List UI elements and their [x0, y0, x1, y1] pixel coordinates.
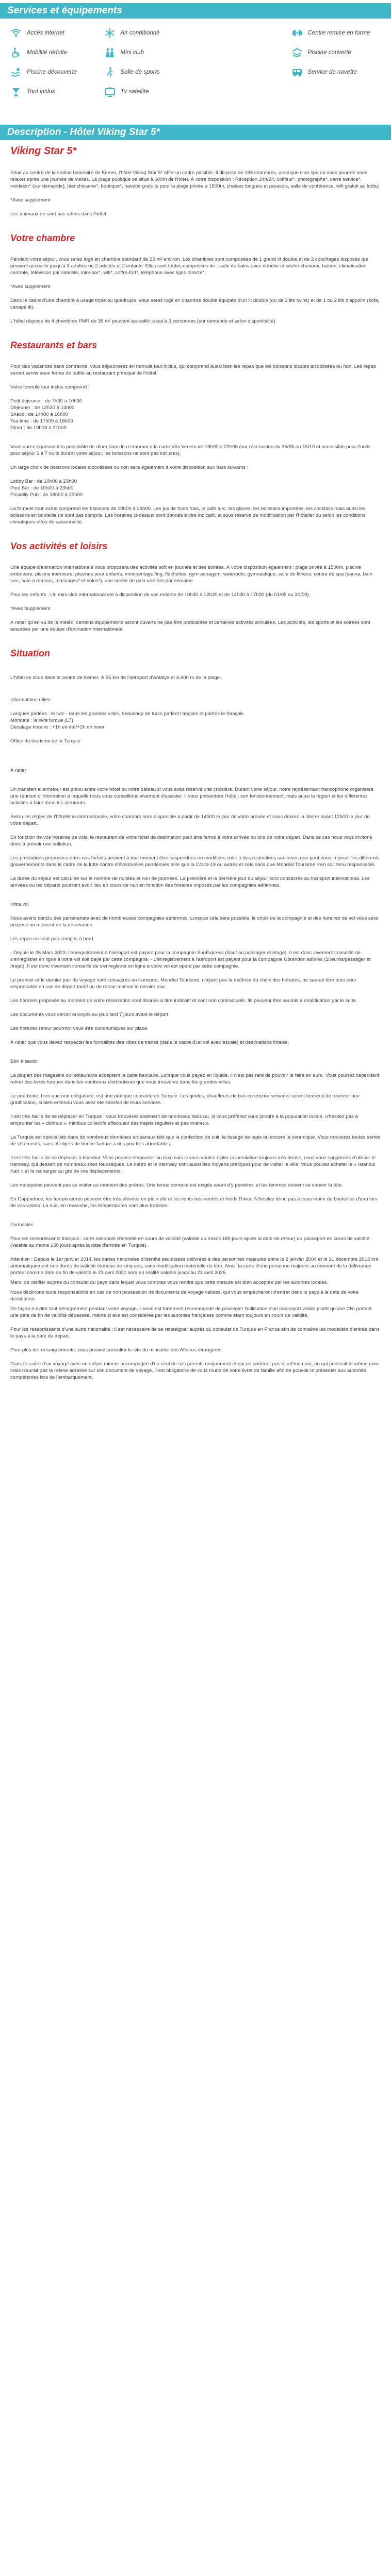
list-item: Picadilly Pub : de 18h00 à 23h00 [10, 492, 83, 498]
service-item [198, 27, 287, 39]
service-label: Salle de sports [120, 69, 160, 75]
activities-paragraph: Pour les enfants : Un mini club international est à disposition de vos enfants de 10h30 à 12h30 et de 14h30 à 17h00 (du 01/05 au 30/09). [10, 592, 311, 598]
supplement-note: *Avec supplément [10, 284, 51, 290]
note-paragraph: Les prestations proposées dans nos forfaits peuvent à tout moment être suspendues ou modifiées suite à des restrictions sanitaires que peut vous imposer les différents gouvernements dans le cadre de la lutte contre d'éventuelles pandémies telle que la Covid-19 ou autres et cela sans que Mondial Tourisme n'en soit tenu responsable. [10, 855, 380, 868]
tip-paragraph: En Cappadoce, les températures peuvent être très élevées en plein été et les vents très ventés et froids l'hiver. N'hésitez donc pas à vous munir de bouteilles d'eau lors de vos visites. La nuit, en revanche, les températures sont plus fraîches. [10, 1196, 378, 1209]
hotel-title: Viking Star 5* [10, 145, 77, 157]
activities-paragraph: Une équipe d'animation internationale vous proposera des activités soft en journée et des soirées. À votre disposition également : plage privée à 1500m, piscine extérieure, piscine intérieure, piscines pour enfants, mini-pentagolfing, fléchettes, gym-aquagym, waterpolo, gymnastique, salle de fitness, centre de spa (sauna, bain turc, bain à remous, massages* et soins*), une soirée de gala une fois par semaine. [10, 565, 372, 584]
formalities-paragraph: Nous déclinons toute responsabilité en cas de non possession de documents de voyage valides, qui vous empêcheront d'entrer dans le pays à la date de votre destination. [10, 1290, 359, 1302]
list-item: Dîner : de 19h00 à 21h00 [10, 425, 67, 431]
list-item: Petit déjeuner : de 7h30 à 10h30 [10, 398, 83, 404]
dining-title: Restaurants et bars [10, 340, 97, 350]
services-grid [10, 27, 381, 98]
tourism-office: Office du tourisme de la Turquie [10, 738, 80, 744]
formalities-subtitle: Formalités [10, 1222, 34, 1228]
tip-paragraph: Les mosquées peuvent pas se visiter au moment des prières. Une tenue correcte est exigée avant d'y pénétrer, et les femmes doivent se couvrir la tête. [10, 1182, 343, 1188]
flight-paragraph: Les documents vous seront envoyés au plus tard 7 jours avant le départ. [10, 1012, 170, 1018]
service-label: Tout inclus [27, 89, 55, 95]
service-label: Air conditionné [120, 30, 160, 36]
formalities-paragraph: Dans le cadre d'un voyage avec un enfant mineur accompagné d'un seul de ses parents uniquement et qui ne porterait pas le même nom, ou qui porterait le même nom mais n'aurait pas la même adresse sur son document de voyage, il est obligatoire de vous munir de votre livret de famille afin de pouvoir le présenter aux autorités compétentes lors de l'embarquement. [10, 1361, 379, 1380]
notes-subtitle: À noter [10, 768, 26, 773]
note-paragraph: En fonction de vos horaires de vols, le restaurant de votre hôtel de destination peut être fermé à votre arrivée ou lors de votre départ. Dans ce cas nous vous invitons donc à prévoir une collation. [10, 835, 372, 847]
flight-paragraph: Le premier et le dernier jour du voyage sont consacrés au transport. Mondial Tourisme, n'ayant pas la maîtrise du choix des horaires, ne saurait être tenu pour responsable en cas de départ tardif ou de retour matinal le dernier jour. [10, 977, 356, 990]
wifi-icon [10, 27, 22, 39]
list-item: Snack : de 14h00 à 16h00 [10, 412, 69, 417]
service-item [10, 46, 100, 59]
hotel-intro: Situé au centre de la station balnéaire de Kemer, l'hôtel Viking Star 5* offre un cadre paisible. Il dispose de 198 chambres, ainsi que d'un spa où vous pourrez vous relaxer après une journée de visites. La plage publique se situe à 600m de l'hôtel. À votre disposition : Réception 24h/24, coiffeur*, photographe*, carré service*, médecin* (sur demande), blanchisserie*, boutique*, navette gratuite pour la plage privée à 1500m, chaises longues et parasols, salle de conférence, wifi gratuit au lobby. [10, 170, 380, 189]
service-label: Tv satellite [120, 89, 149, 95]
service-item [10, 86, 100, 98]
list-item: Langues parlées : le turc - dans les grandes villes, beaucoup de turcs parlent l'anglais et parfois le français [10, 711, 244, 717]
list-item: Monnaie : la livre turque (LT) [10, 718, 73, 723]
formalities-paragraph: Pour les ressortissants d'une autre nationalité : il est nécessaire de se renseigner auprès du consulat de Turquie en France afin de connaître les modalités d'entrée dans le pays à la date du départ. [10, 1327, 380, 1339]
dining-paragraph: Votre formule tout inclus comprend : [10, 384, 90, 390]
all-inclusive-icon [10, 86, 22, 97]
dining-paragraph: Un large choix de boissons locales alcoolisées ou non sera également à votre disposition aux bars suivants : [10, 465, 249, 470]
supplement-note: *Avec supplément [10, 197, 51, 203]
service-item [10, 66, 100, 78]
service-label: Service de navette [307, 69, 357, 75]
services-section [0, 19, 391, 104]
formalities-paragraph: Merci de vérifier auprès du consulat du pays dans lequel vous comptez vous rendre que cette mesure est bien acceptée par les autorités locales. [10, 1280, 328, 1285]
tip-paragraph: La plupart des magasins ou restaurants acceptent la carte bancaire. Lorsque vous payez en liquide, il n'est pas rare de pouvoir le faire en euro. Vous pourrez cependant retirer des livres turques dans les nombreux distributeurs que vous trouverez dans les grandes villes. [10, 1073, 379, 1085]
list-item: Déjeuner : de 12h30 à 14h00 [10, 405, 75, 411]
location-paragraph: L'hôtel se situe dans le centre de Kemer. À 55 km de l'aéroport d'Antalya et à 600 m de la plage. [10, 675, 221, 681]
service-item [291, 27, 381, 39]
useful-info-list [10, 710, 381, 731]
flight-paragraph: Les repas ne sont pas compris à bord. [10, 936, 95, 942]
service-label: Mobilité réduite [27, 49, 67, 56]
meal-schedule [10, 398, 381, 431]
dining-paragraph: La formule tout inclus comprend les boissons de 10h00 à 23h00. Les jus de fruits frais, le café turc, les glaces, les boissons importées, les cocktails mais aussi les boissons en bouteille ne sont pas compris. Les horaires ci-dessus sont donnés à titre indicatif, et sous réserve de modification par l'hôtelier ou selon les conditions climatiques et/ou de saisonnalité. [10, 506, 366, 525]
service-item [104, 27, 194, 39]
service-item [198, 46, 287, 59]
description-content [0, 140, 391, 1381]
note-paragraph: Selon les règles de l'hôtellerie internationale, votre chambre sera disponible à partir de 14h00 le jour de votre arrivée et vous devrez la libérer avant 12h00 le jour de votre départ. [10, 814, 370, 826]
kids-club-icon [104, 47, 116, 58]
formalities-paragraph: Pour plus de renseignements, vous pouvez consulter le site du ministère des Affaires étrangères. [10, 1347, 223, 1353]
snowflake-icon [104, 27, 116, 39]
tv-icon [104, 86, 116, 97]
formalities-paragraph: Attention : Depuis le 1er janvier 2014, les cartes nationales d'identité sécurisées délivrées à des personnes majeures entre le 2 janvier 2004 et le 31 décembre 2013 ont automatiquement une durée de validité étendue de cinq ans, sans modification matérielle du titre. Ainsi, la carte d'une personne majeure au moment de la délivrance portant comme date de fin de validité le 23 avril 2020 sera en réalité valable jusqu'au 23 avril 2025. [10, 1257, 379, 1276]
page [0, 3, 391, 1381]
location-title: Situation [10, 648, 50, 658]
list-item: Lobby Bar : de 10h00 à 23h00 [10, 479, 77, 484]
flight-paragraph: Les horaires retour pourront vous être communiqués sur place. [10, 1026, 149, 1031]
tip-paragraph: Le pourboire, bien que non obligatoire, est une pratique courante en Turquie. Les guides, chauffeurs de bus ou encore serveurs seront heureux de recevoir une gratification, si bien entendu vous avez été satisfait de leurs services. [10, 1093, 360, 1106]
flight-paragraph: À noter que vous devez respecter les formalités des villes de transit (dans le cadre d'un vol avec escale) et destinations finales. [10, 1040, 289, 1045]
flight-paragraph: Nous avons conclu des partenariats avec de nombreuses compagnies aériennes. Lorsque cela sera possible, le choix de la compagnie et des horaires de vol vous sera proposé au moment de la réservation. [10, 916, 378, 928]
description-header: Description - Hôtel Viking Star 5* [0, 125, 391, 140]
tip-paragraph: Il est très facile de se déplacer en Turquie : vous trouverez aisément de nombreux taxis ou, si vous préférez vous joindre à la population locale, n'hésitez pas à emprunter les « dolmus », minibus collectifs effectuant des trajets réguliers et pas onéreux. [10, 1114, 358, 1126]
formalities-paragraph: Pour les ressortissants français : carte nationale d'identité en cours de validité (valable au moins 180 jours après la date de retour) ou passeport en cours de validité (valable au moins 150 jours après la date d'entrée en Turquie). [10, 1236, 370, 1248]
shuttle-icon [291, 66, 303, 78]
outdoor-pool-icon [10, 66, 22, 78]
activities-title: Vos activités et loisirs [10, 541, 108, 551]
dumbbell-icon [291, 27, 303, 39]
flight-paragraph: Les horaires proposés au moment de votre réservation sont donnés à titre indicatif et sont non contractuels. Ils peuvent être soumis à modification par le suite. [10, 998, 357, 1004]
tip-paragraph: La Turquie est spécialiste dans de nombreux domaines artisanaux tels que la confection de cuir, le tissage de tapis ou encore la céramique. Vous trouverez toutes sortes de vêtements, sacs et objets de bonne facture à des prix très abordables. [10, 1134, 381, 1147]
note-paragraph: Un transfert aller/retour est prévu entre votre hôtel ou votre bateau si vous avez réservé une croisière. Durant votre séjour, notre représentant francophone organisera une réunion d'information à laquelle nous vous conseillons vivement d'assister. Il vous présentera l'hôtel, son fonctionnement, mais aussi la région et les différentes activités à faire dans les alentours. [10, 787, 373, 806]
service-item [10, 27, 100, 39]
dining-paragraph: Vous aurez également la possibilité de dîner dans le restaurant à la carte Vila Veneto de 19h00 à 22h00 (sur réservation du 15/05 au 15/10 et accessible pour 2nuits pour séjour 5 à 7 nuits durant votre séjour, les boissons ne sont pas incluses). [10, 444, 371, 456]
service-item [198, 66, 287, 78]
tip-paragraph: Il est très facile de se déplacer à Istanbul. Vous pouvez emprunter un taxi mais si vous voulez éviter la circulation toujours très dense, nous vous suggérons d'utiliser le tramway, qui dessert de nombreux sites touristiques. Le métro et le tramway sont aussi des moyens pratiques pour de visiter la ville. Vous pouvez acheter la « Istanbul Kart » et la recharger au gré de vos déplacements. [10, 1155, 376, 1174]
room-paragraph: L'hôtel dispose de 4 chambres PMR de 35 m² pouvant accueillir jusqu'à 3 personnes (sur demande et selon disponibilité). [10, 318, 277, 324]
wheelchair-icon [10, 47, 22, 58]
tips-subtitle: Bon à savoir [10, 1059, 38, 1064]
info-subtitle: Informations utiles [10, 697, 51, 703]
service-label: Piscine couverte [307, 49, 351, 56]
bar-schedule [10, 478, 381, 498]
activities-paragraph: À noter qu'en vu de la météo, certains équipements seront ouverts ne pas être praticables et certaines activités annulées. Les activités, les sports et les soirées sont assurées par une équipe d'animation internationale. [10, 620, 370, 632]
room-title: Votre chambre [10, 233, 75, 243]
supplement-note: *Avec supplément [10, 606, 51, 612]
services-header: Services et équipements [0, 3, 391, 19]
service-label: Piscine découverte [27, 69, 77, 75]
service-item [104, 86, 194, 98]
service-label: Mini club [120, 49, 144, 56]
formalities-paragraph: De façon à éviter tout désagrément pendant votre voyage, il vous est fortement recommandé de privilégier l'utilisation d'un passeport valide plutôt qu'une CNI portant une date de fin de validité dépassée, même si elle est considérée par les autorités françaises comme étant toujours en cours de validité. [10, 1306, 372, 1318]
note-paragraph: La durée du séjour est calculée sur le nombre de nuitées et non de journées. La première et la dernière jour du séjour sont consacrés au transport international. Les arrivées ou les départs pourront avoir lieu en cours de nuit en fonction des horaires imposés par les compagnies aériennes. [10, 876, 370, 888]
flight-paragraph: - Depuis le 26 Mars 2023, l'enregistrement à l'aéroport est payant pour la compagnie SunExpress (Sauf au passager et étage). Il est donc vivement conseillé de s'enregistrer en ligne à votre vol soit payé par cette compagnie. - L'enregistrement à l'aéroport est payant pour la compagnie Corendon airlines (10euros/passager et /trajet). Il est donc vivement conseillé de s'enregistrer en ligne à votre vol est opéré par cette compagnie. [10, 950, 371, 969]
service-label: Accès internet [27, 30, 64, 36]
pets-note: Les animaux ne sont pas admis dans l'hôtel. [10, 211, 108, 217]
room-paragraph: Pendant votre séjour, vous serez logé en chambre standard de 25 m² environ. Les chambres sont composées de 1 grand lit double et de 2 couchages disposés qui peuvent accueillir jusqu'à 3 adultes ou 2 adultes et 2 enfants. Elles sont toutes composées de : salle de bains avec douche et sèche-cheveux, balcon, climatisation centrale, télévision par satellite, mini-bar*, wifi*, coffre-fort*, téléphone avec ligne directe*. [10, 257, 368, 276]
service-item [291, 66, 381, 78]
indoor-pool-icon [291, 47, 303, 58]
dining-paragraph: Pour des vacances sans contrainte, vous séjournerez en formule tout inclus, qui comprend aussi bien les repas que les boissons locales alcoolisées ou non. Les repas seront servis sous forme de buffet au restaurant principal de l'hôtel. [10, 364, 376, 376]
service-item [291, 46, 381, 59]
list-item: Décalage horaire : +1h en été/+2h en hiver [10, 724, 105, 730]
list-item: Tea time : de 17h00 à 18h00 [10, 418, 73, 424]
service-item [104, 66, 194, 78]
service-item [104, 46, 194, 59]
room-paragraph: Dans le cadre d'une chambre à usage triple ou quadruple, vous serez logé en chambre double équipée d'un lit double (ou de 2 lits twins) et de 1 ou 2 lits d'appoint (sofa, canapé lit). [10, 298, 380, 310]
service-label: Centre remise en forme [307, 30, 370, 36]
flight-subtitle: Infos vol [10, 902, 29, 907]
gym-icon [104, 66, 116, 78]
list-item: Pool Bar : de 10h00 à 23h00 [10, 485, 74, 491]
